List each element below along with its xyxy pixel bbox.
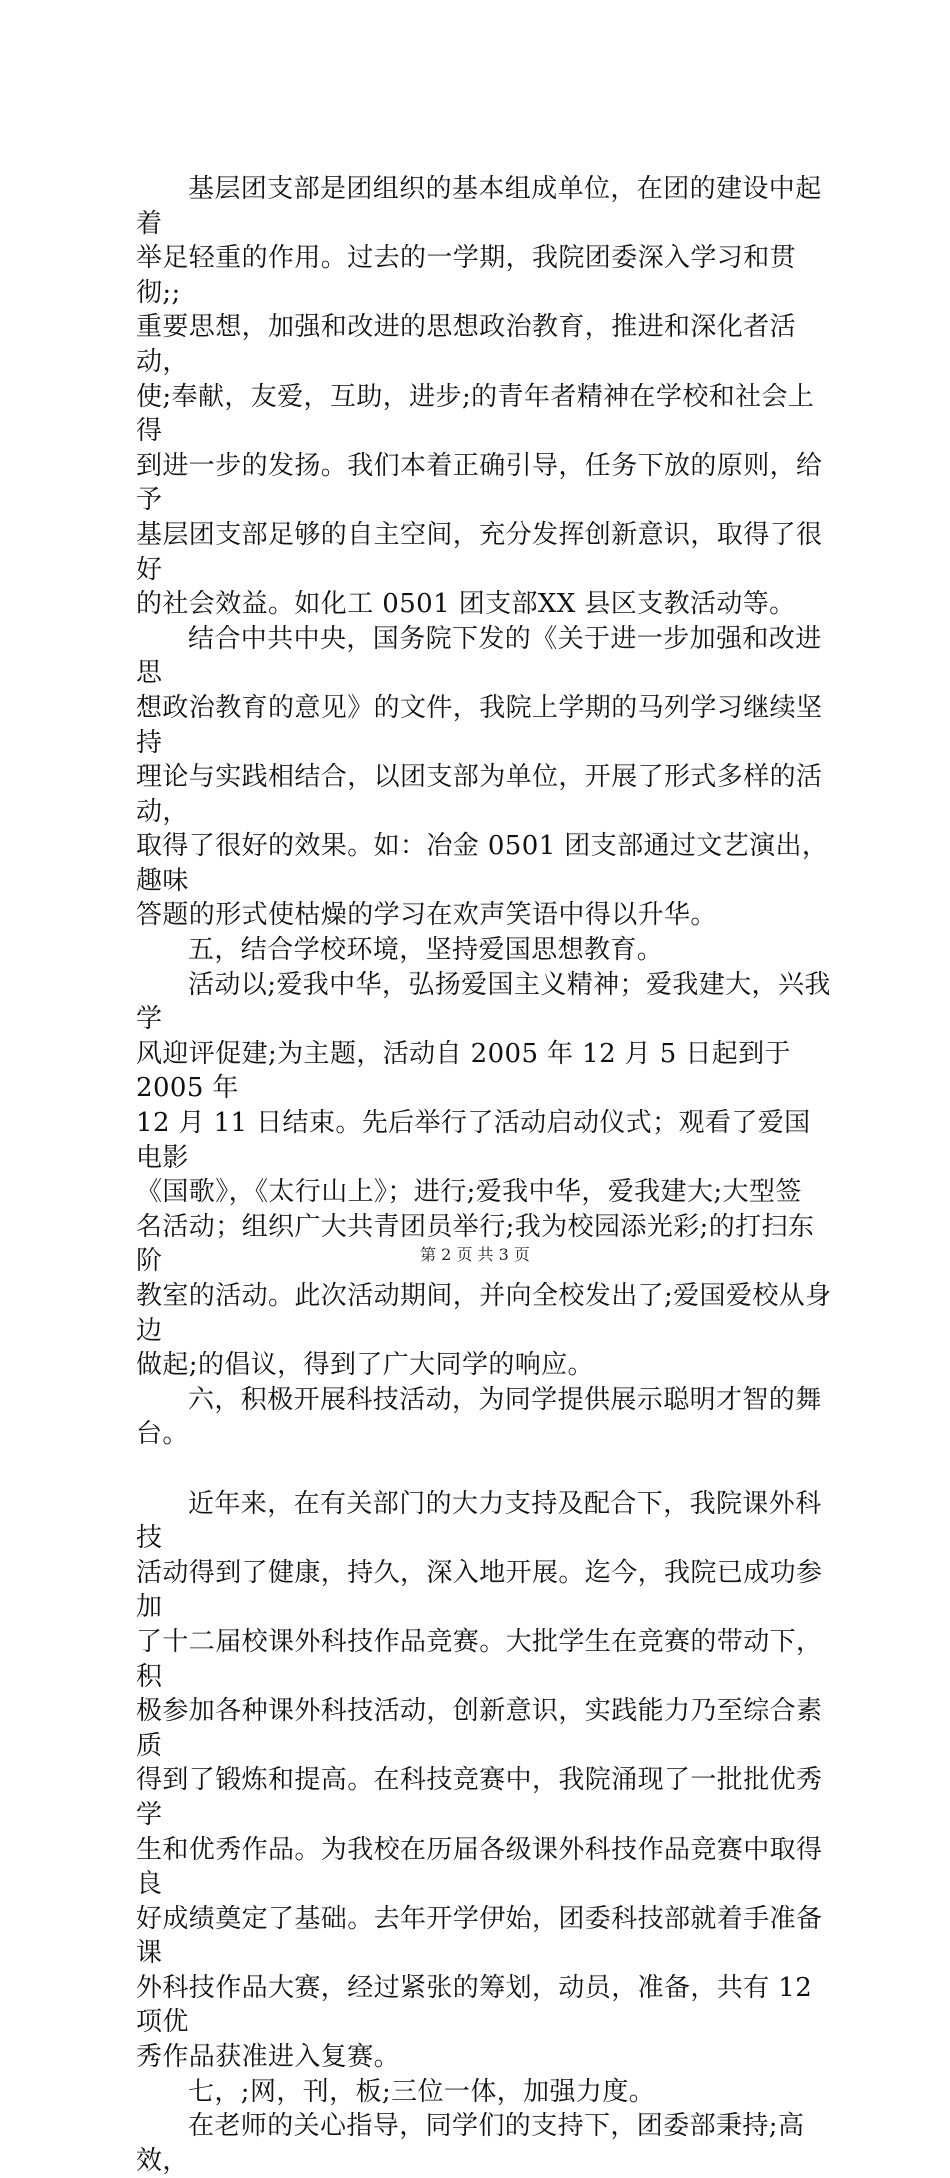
heading-section-seven: 七，;网，刊，板;三位一体，加强力度。: [188, 2076, 656, 2107]
paragraph-grassroots: 基层团支部是团组织的基本组成单位，在团的建设中起着 举足轻重的作用。过去的一学期，我院团委深入学习和贯彻;; 重要思想，加强和改进的思想政治教育，推进和深化者活动， 使;奉献，友爱，互助，进步;的青年者精神在学校和社会上得 到进一步的发扬。我们本着正确引导，任务下放的原则，给予 基层团支部足够的自主空间，充分发挥创新意识，取得了很好 的社会效益。如化工 0501 团支部XX 县区支教活动等。: [136, 174, 823, 620]
body-text: [136, 172, 836, 2178]
paragraph-teacher-guidance: 在老师的关心指导，同学们的支持下，团委部秉持;高效，: [136, 2111, 805, 2176]
paragraph-science-activity: 近年来，在有关部门的大力支持及配合下，我院课外科技 活动得到了健康，持久，深入地开展。迄今，我院已成功参加 了十二届校课外科技作品竞赛。大批学生在竞赛的带动下，积 极参加各种课外科技活动，创新意识，实践能力乃至综合素质 得到了锻炼和提高。在科技竞赛中，我院涌现了一批批优秀学 生和优秀作品。为我校在历届各级课外科技作品竞赛中取得良 好成绩奠定了基础。去年开学伊始，团委科技部就着手准备课 外科技作品大赛，经过紧张的筹划，动员，准备，共有 12 项优 秀作品获准进入复赛。: [136, 1488, 823, 2073]
heading-section-six: 六，积极开展科技活动，为同学提供展示聪明才智的舞台。: [136, 1384, 822, 1450]
paragraph-gap: [136, 1452, 836, 1487]
page-number: 第 2 页 共 3 页: [420, 1245, 530, 1264]
heading-section-five: 五，结合学校环境，坚持爱国思想教育。: [188, 935, 664, 966]
paragraph-patriotic-activity: 活动以;爱我中华，弘扬爱国主义精神；爱我建大，兴我学 风迎评促建;为主题，活动自 2005 年 12 月 5 日起到于 2005 年 12 月 11 日结束。先后举行了活动启动仪式；观看了爱国电影 《国歌》，《太行山上》；进行;爱我中华，爱我建大;大型签 名活动；组织广大共青团员举行;我为校园添光彩;的打扫东阶 教室的活动。此次活动期间，并向全校发出了;爱国爱校从身边 做起;的倡议，得到了广大同学的响应。: [136, 969, 832, 1381]
paragraph-marxism-study: 结合中共中央，国务院下发的《关于进一步加强和改进思 想政治教育的意见》的文件，我院上学期的马列学习继续坚持 理论与实践相结合，以团支部为单位，开展了形式多样的活动， 取得了很好的效果。如：冶金 0501 团支部通过文艺演出，趣味 答题的形式使枯燥的学习在欢声笑语中得以升华。: [136, 623, 829, 931]
